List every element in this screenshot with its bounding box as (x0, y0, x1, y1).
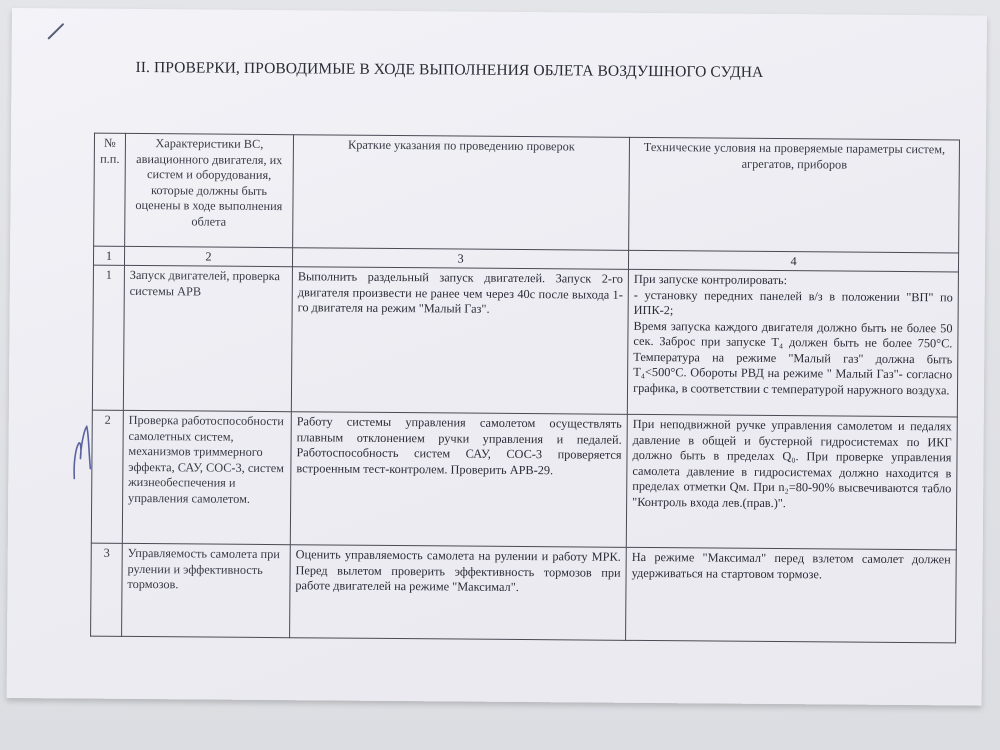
table-row (91, 410, 957, 550)
row-instructions: Выполнить раздельный запуск двигателей. Запуск 2-го двигателя произвести не ранее чем через 40с после выхода 1-го двигателя на режим "Малый Газ". (291, 267, 628, 415)
header-instructions: Краткие указания по проведению проверок (293, 135, 630, 251)
row-characteristic: Управляемость самолета при рулении и эффективность тормозов. (121, 543, 290, 637)
page-title: II. ПРОВЕРКИ, ПРОВОДИМЫЕ В ХОДЕ ВЫПОЛНЕНИЯ ОБЛЕТА ВОЗДУШНОГО СУДНА (135, 58, 764, 81)
table-header-row (94, 133, 960, 253)
condition-line: При неподвижной ручке управления самолетом и педалях давление в общей и бустерной гидросистемах по ИКГ должно быть в пределах Q₀. При проверке управления самолета давление в гидросистемах должно находится в пределах отметки Qм. При n₂=80-90% высвечиваются табло "Контроль входа лев.(прав.)". (632, 416, 952, 510)
row-conditions (627, 269, 958, 417)
column-number: 2 (124, 246, 292, 266)
column-number: 4 (629, 250, 959, 272)
row-number: 3 (91, 543, 123, 636)
condition-line: - установку передних панелей в/з в положении "ВП" по ИПК-2; (633, 287, 953, 318)
row-number: 2 (91, 410, 123, 543)
row-conditions (626, 414, 957, 550)
column-number: 3 (292, 248, 628, 270)
pen-stroke-mark (47, 23, 64, 40)
table-row (91, 543, 957, 643)
condition-line: Время запуска каждого двигателя должно быть не более 50 сек. Заброс при запуске T₄ должен быть не более 750°С. Температура на режиме "Малый газ" должна быть T₄<500°С. Обороты РВД на режиме " Малый Газ"- согласно графика, в соответствии с температурой наружного воздуха. (633, 318, 953, 397)
row-instructions: Оценить управляемость самолета на рулении и работу МРК. Перед вылетом проверить эффективность тормозов при работе двигателей на режиме "Максимал". (290, 545, 627, 641)
row-instructions: Работу системы управления самолетом осуществлять плавным отклонением ручки управления и педалей. Работоспособность систем САУ, СОС-3 проверяется встроенным тест-контролем. Проверить АРВ-29. (290, 412, 627, 548)
column-number: 1 (93, 246, 124, 265)
condition-line: При запуске контролировать: (633, 271, 788, 288)
row-characteristic: Проверка работоспособности самолетных систем, механизмов триммерного эффекта, САУ, СОС-3, систем жизнеобеспечения и управления самолетом. (122, 410, 291, 544)
header-conditions: Технические условия на проверяемые параметры систем, агрегатов, приборов (629, 137, 960, 253)
document-page (7, 8, 987, 706)
row-number: 1 (92, 265, 124, 410)
table-row (92, 265, 958, 417)
row-conditions (626, 547, 957, 643)
condition-line: На режиме "Максимал" перед взлетом самолет должен удерживаться на стартовом тормозе. (631, 549, 951, 581)
checks-table (90, 133, 960, 644)
header-characteristics: Характеристики ВС, авиационного двигателя, их систем и оборудования, которые должны быть оценены в ходе выполнения облета (125, 133, 294, 247)
header-number: № п.п. (94, 133, 126, 246)
row-characteristic: Запуск двигателей, проверка системы АРВ (123, 265, 292, 411)
